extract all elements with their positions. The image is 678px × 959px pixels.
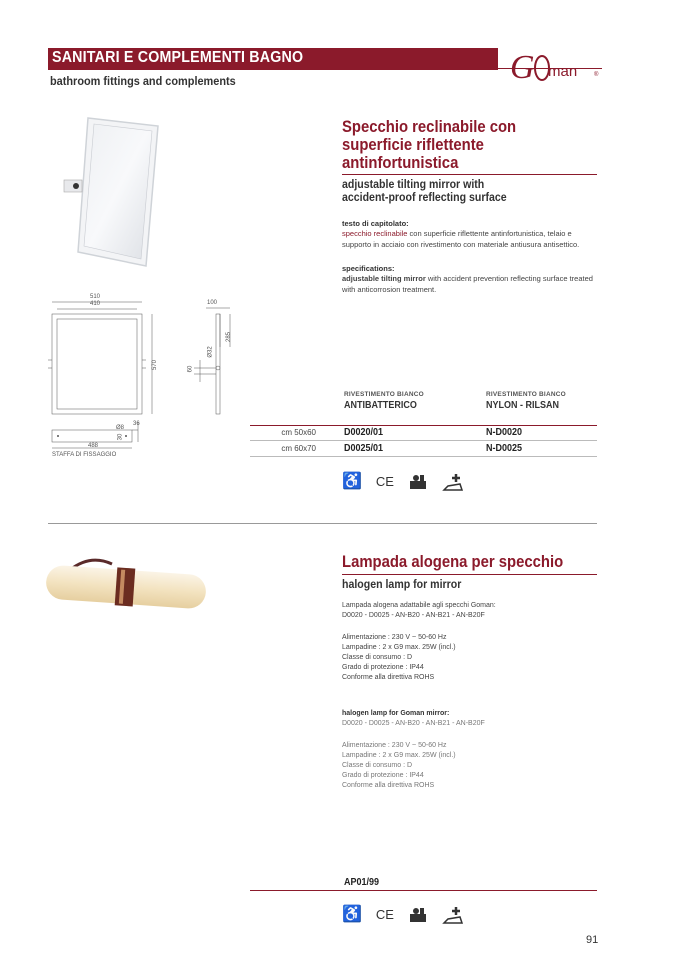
col2-header: RIVESTIMENTO BIANCO bbox=[486, 391, 566, 398]
dim-diameter: Ø32 bbox=[207, 346, 214, 358]
section-separator bbox=[48, 523, 597, 524]
spec-en-label: specifications: bbox=[342, 264, 395, 273]
dim-width-inner: 410 bbox=[90, 301, 101, 307]
ce-icon: CE bbox=[375, 907, 394, 922]
spec-en-text bbox=[342, 273, 598, 295]
p2-spec-it-2: Lampadine : 2 x G9 max. 25W (incl.) bbox=[342, 644, 456, 651]
p2-desc-it-codes: D0020 - D0025 - AN-B20 - AN-B21 - AN-B20F bbox=[342, 612, 485, 619]
tilting-mirror-image bbox=[58, 112, 170, 272]
row1-code2: N-D0020 bbox=[486, 427, 523, 438]
spec-it-text bbox=[342, 228, 598, 250]
halogen-lamp-image bbox=[40, 548, 212, 622]
care-icon bbox=[442, 472, 464, 492]
bracket-label: STAFFA DI FISSAGGIO bbox=[52, 452, 117, 458]
product1-rule bbox=[342, 174, 597, 175]
table-rule-top bbox=[250, 425, 597, 426]
svg-text:®: ® bbox=[594, 72, 599, 78]
product1-icons bbox=[342, 472, 464, 492]
row1-code1: D0020/01 bbox=[344, 427, 384, 438]
dim-bracket-height: 36 bbox=[133, 421, 140, 427]
p2-spec-it-4: Grado di protezione : IP44 bbox=[342, 664, 424, 671]
row1-size: cm 50x60 bbox=[281, 428, 316, 437]
spec-it-highlight: specchio reclinabile bbox=[342, 229, 408, 238]
svg-text:man: man bbox=[548, 63, 578, 80]
care-icon bbox=[442, 905, 464, 925]
col1-subheader: ANTIBATTERICO bbox=[344, 400, 417, 411]
wheelchair-icon: ♿ bbox=[342, 906, 362, 923]
p2-spec-en-2: Lampadine : 2 x G9 max. 25W (incl.) bbox=[342, 752, 456, 759]
product2-title: Lampada alogena per specchio bbox=[342, 553, 564, 571]
product1-subtitle-en-2: accident-proof reflecting surface bbox=[342, 192, 507, 204]
p2-spec-it-3: Classe di consumo : D bbox=[342, 654, 413, 661]
spec-it-body: con superficie riflettente antinfortunistica, telaio e supporto in acciaio con rivestimento con materiale antiusura antisettico. bbox=[342, 229, 580, 249]
section-subtitle: bathroom fittings and complements bbox=[50, 76, 236, 88]
dim-hole: Ø8 bbox=[116, 425, 125, 431]
p2-desc-it: Lampada alogena adattabile agli specchi Goman: bbox=[342, 602, 496, 609]
p2-spec-it-5: Conforme alla direttiva ROHS bbox=[342, 674, 435, 681]
p2-desc-en: halogen lamp for Goman mirror: bbox=[342, 710, 450, 717]
page-number: 91 bbox=[586, 934, 599, 946]
p2-desc-en-codes: D0020 - D0025 - AN-B20 - AN-B21 - AN-B20F bbox=[342, 720, 485, 727]
section-title: SANITARI E COMPLEMENTI BAGNO bbox=[52, 49, 304, 66]
product1-title: Specchio reclinabile con superficie riflettente antinfortunistica bbox=[342, 118, 517, 172]
p2-code: AP01/99 bbox=[344, 877, 380, 888]
dim-side: 60 bbox=[187, 365, 194, 373]
dim-width-outer: 510 bbox=[90, 294, 101, 300]
p2-spec-en-5: Conforme alla direttiva ROHS bbox=[342, 782, 435, 789]
dim-bracket-depth: 30 bbox=[117, 433, 124, 441]
row2-size: cm 60x70 bbox=[281, 444, 316, 453]
p2-spec-en-1: Alimentazione : 230 V ~ 50-60 Hz bbox=[342, 742, 447, 749]
dim-height-inner: 285 bbox=[226, 331, 233, 343]
dim-height-total: 570 bbox=[152, 359, 159, 371]
bathroom-icon bbox=[408, 906, 428, 924]
p2-spec-en-4: Grado di protezione : IP44 bbox=[342, 772, 424, 779]
table-rule-mid bbox=[250, 440, 597, 441]
wheelchair-icon: ♿ bbox=[342, 473, 362, 490]
dim-depth: 100 bbox=[207, 300, 218, 306]
spec-en-body: with accident prevention reflecting surface treated with anticorrosion treatment. bbox=[342, 274, 593, 294]
row2-code1: D0025/01 bbox=[344, 443, 384, 454]
spec-it-label: testo di capitolato: bbox=[342, 219, 409, 228]
product1-subtitle-en-1: adjustable tilting mirror with bbox=[342, 179, 485, 191]
col2-subheader: NYLON - RILSAN bbox=[486, 400, 559, 411]
dim-bracket-width: 488 bbox=[88, 443, 99, 449]
row2-code2: N-D0025 bbox=[486, 443, 523, 454]
product2-icons bbox=[342, 905, 464, 925]
technical-drawing bbox=[44, 292, 244, 462]
product2-subtitle-en: halogen lamp for mirror bbox=[342, 579, 462, 591]
col1-header: RIVESTIMENTO BIANCO bbox=[344, 391, 424, 398]
ce-icon: CE bbox=[375, 474, 394, 489]
p2-code-rule bbox=[250, 890, 597, 891]
p2-spec-it-1: Alimentazione : 230 V ~ 50-60 Hz bbox=[342, 634, 447, 641]
goman-logo bbox=[508, 46, 604, 90]
svg-text:G: G bbox=[510, 49, 535, 86]
product2-rule bbox=[342, 574, 597, 575]
bathroom-icon bbox=[408, 473, 428, 491]
table-rule-bottom bbox=[250, 456, 597, 457]
p2-spec-en-3: Classe di consumo : D bbox=[342, 762, 413, 769]
spec-en-highlight: adjustable tilting mirror bbox=[342, 274, 426, 283]
